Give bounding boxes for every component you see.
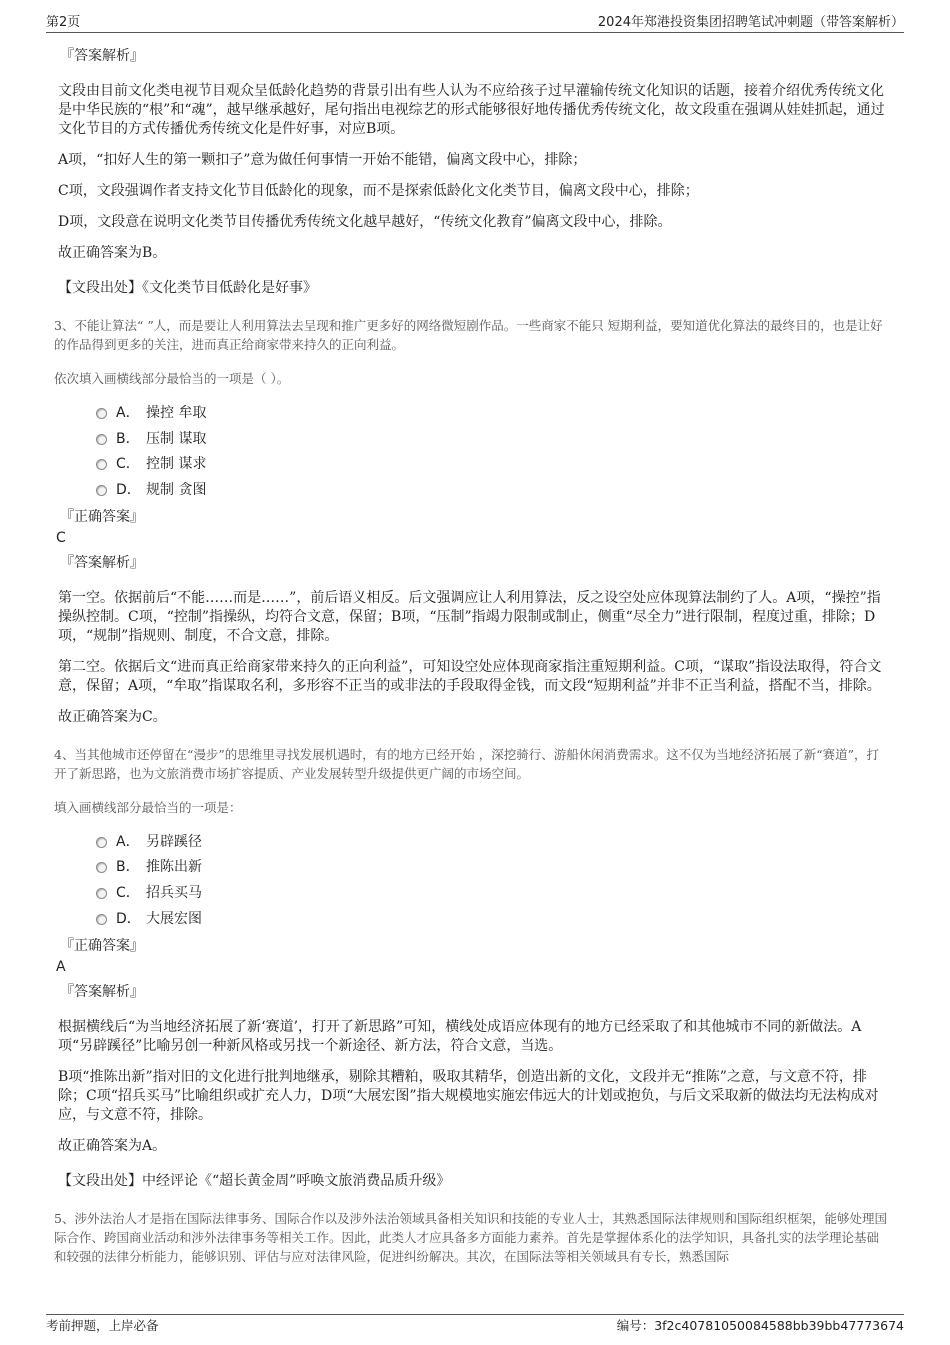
question-3-prompt: 依次填入画横线部分最恰当的一项是（ ）。 (54, 371, 290, 386)
radio-button-icon[interactable] (96, 434, 107, 445)
analysis-paragraph: 第一空。依据前后“不能……而是……”，前后语义相反。后文强调应让人利用算法，反之设空处应体现算法制约了人。A项，“操控”指操纵控制。C项，“控制”指操纵，均符合文意，保留；B项，“压制”指竭力限制或制止，侧重“尽全力”进行限制，程度过重，排除；D项，“规制”指规则、制度，不合文意，排除。 (58, 589, 881, 644)
document-body (56, 40, 904, 1266)
option-c[interactable] (96, 882, 904, 908)
radio-button-icon[interactable] (96, 888, 107, 899)
analysis-paragraph: D项，文段意在说明文化类节目传播优秀传统文化越早越好，“传统文化教育”偏离文段中心，排除。 (58, 214, 672, 230)
radio-button-icon[interactable] (96, 914, 107, 925)
analysis-paragraph: C项，文段强调作者支持文化节目低龄化的现象，而不是探索低龄化文化类节目，偏离文段中心，排除； (58, 183, 699, 199)
option-text: 招兵买马 (146, 885, 202, 902)
option-letter: C． (116, 456, 140, 473)
option-d[interactable] (96, 908, 904, 934)
document-title: 2024年郑港投资集团招聘笔试冲刺题（带答案解析） (597, 15, 904, 30)
option-letter: B． (116, 430, 140, 447)
question-3-stem: 3、不能让算法“ ”人，而是要让人利用算法去呈现和推广更多好的网络微短剧作品。一些商家不能只 短期利益，要知道优化算法的最终目的，也是让好的作品得到更多的关注，进而真正给商家带来持久的正向利益。 (54, 318, 883, 352)
analysis-label: 『答案解析』 (60, 554, 144, 571)
correct-answer-label: 『正确答案』 (60, 937, 144, 954)
analysis-label: 『答案解析』 (60, 48, 144, 64)
analysis-conclusion: 故正确答案为C。 (58, 708, 167, 725)
code-label: 编号： (616, 1318, 655, 1333)
source-citation: 【文段出处】《文化类节目低龄化是好事》 (58, 280, 317, 296)
analysis-paragraph: 第二空。依据后文“进而真正给商家带来持久的正向利益”，可知设空处应体现商家指注重短期利益。C项，“谋取”指设法取得，符合文意，保留；A项，“牟取”指谋取名利，多形容不正当的或非法的手段取得金钱，而文段“短期利益”并非不正当利益，搭配不当，排除。 (58, 658, 882, 694)
option-letter: D． (116, 910, 141, 927)
option-text: 大展宏图 (146, 910, 202, 927)
source-citation: 【文段出处】中经评论《“超长黄金周”呼唤文旅消费品质升级》 (58, 1172, 451, 1189)
radio-button-icon[interactable] (96, 837, 107, 848)
option-text: 压制 谋取 (146, 430, 207, 447)
question-5-stem: 5、涉外法治人才是指在国际法律事务、国际合作以及涉外法治领域具备相关知识和技能的专业人士，其熟悉国际法律规则和国际组织框架，能够处理国际合作、跨国商业活动和涉外法律事务等相关工作。因此，此类人才应具备多方面能力素养。首先是掌握体系化的法学知识，具备扎实的法学理论基础和较强的法律分析能力，能够识别、评估与应对法律风险，促进纠纷解决。其次，在国际法等相关领域具有专长，熟悉国际 (54, 1210, 887, 1264)
page-header (46, 14, 904, 33)
option-a[interactable] (96, 402, 904, 428)
radio-button-icon[interactable] (96, 459, 107, 470)
option-b[interactable] (96, 856, 904, 882)
correct-answer: A (56, 958, 66, 975)
option-letter: D． (116, 482, 141, 499)
option-text: 另辟蹊径 (146, 833, 202, 850)
option-letter: B． (116, 859, 140, 876)
option-b[interactable] (96, 428, 904, 454)
option-text: 规制 贪图 (146, 482, 207, 499)
option-letter: A． (116, 833, 140, 850)
option-text: 操控 牟取 (146, 405, 207, 421)
analysis-conclusion: 故正确答案为B。 (58, 245, 167, 261)
question-4-stem: 4、当其他城市还停留在“漫步”的思维里寻找发展机遇时，有的地方已经开始 ，深挖骑行、游船休闲消费需求。这不仅为当地经济拓展了新“赛道”，打开了新思路，也为文旅消费市场扩容提质、产业发展转型升级提供更广阔的市场空间。 (54, 746, 879, 781)
code-value: 3f2c40781050084588bb39bb47773674 (654, 1318, 904, 1333)
analysis-paragraph: 根据横线后“为当地经济拓展了新‘赛道’，打开了新思路”可知，横线处成语应体现有的地方已经采取了和其他城市不同的新做法。A项“另辟蹊径”比喻另创一种新风格或另找一个新途径、新方法，符合文意，当选。 (58, 1018, 862, 1054)
radio-button-icon[interactable] (96, 862, 107, 873)
footer-slogan: 考前押题，上岸必备 (46, 1318, 159, 1333)
radio-button-icon[interactable] (96, 408, 107, 419)
radio-button-icon[interactable] (96, 485, 107, 496)
option-d[interactable] (96, 479, 904, 505)
analysis-paragraph: 文段由目前文化类电视节目观众呈低龄化趋势的背景引出有些人认为不应给孩子过早灌输传统文化知识的话题，接着介绍优秀传统文化是中华民族的“根”和“魂”，越早继承越好，尾句指出电视综艺的形式能够很好地传播优秀传统文化，故文段重在强调从娃娃抓起，通过文化节目的方式传播优秀传统文化是件好事，对应B项。 (58, 83, 885, 137)
page-footer (46, 1314, 904, 1333)
option-letter: C． (116, 885, 140, 902)
analysis-conclusion: 故正确答案为A。 (58, 1137, 167, 1154)
option-letter: A． (116, 405, 140, 421)
document-code (617, 1317, 904, 1334)
analysis-label: 『答案解析』 (60, 983, 144, 1000)
analysis-paragraph: A项，“扣好人生的第一颗扣子”意为做任何事情一开始不能错，偏离文段中心，排除； (58, 152, 587, 168)
option-text: 控制 谋求 (146, 456, 207, 473)
correct-answer: C (56, 529, 66, 546)
option-text: 推陈出新 (146, 859, 202, 876)
page-number: 第2页 (46, 15, 81, 30)
correct-answer-label: 『正确答案』 (60, 508, 144, 525)
question-4-prompt: 填入画横线部分最恰当的一项是： (54, 799, 242, 815)
option-c[interactable] (96, 453, 904, 479)
option-a[interactable] (96, 831, 904, 857)
analysis-paragraph: B项“推陈出新”指对旧的文化进行批判地继承，剔除其糟粕，吸取其精华，创造出新的文化，文段并无“推陈”之意，与文意不符，排除；C项“招兵买马”比喻组织或扩充人力，D项“大展宏图”指大规模地实施宏伟远大的计划或抱负，与后文采取新的做法均无法构成对应，与文意不符，排除。 (58, 1068, 879, 1123)
